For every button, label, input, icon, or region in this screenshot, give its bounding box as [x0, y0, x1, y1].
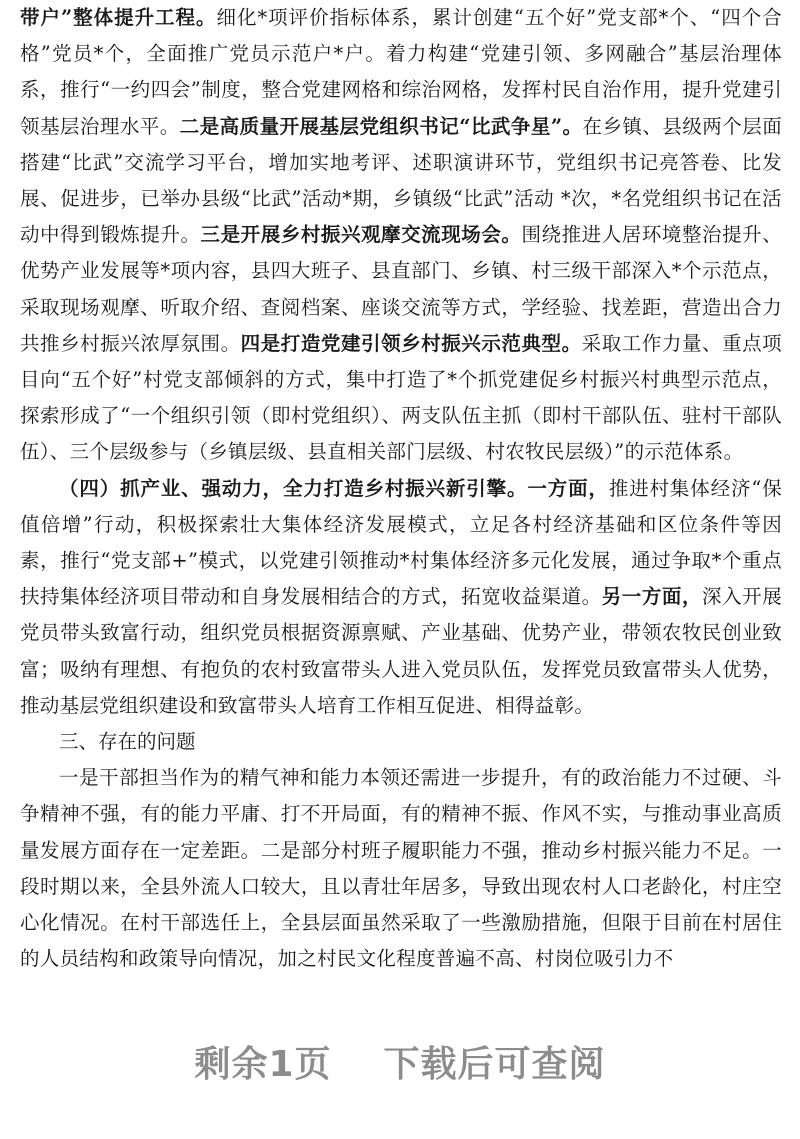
bold-phrase: 三是开展乡村振兴观摩交流现场会。 [200, 223, 522, 247]
download-prompt[interactable] [0, 1036, 800, 1087]
bold-phrase: 带户”整体提升工程。 [20, 6, 217, 29]
remaining-pages-label: 剩余1页 [194, 1044, 332, 1085]
section-heading: 三、存在的问题 [59, 730, 196, 754]
body-text: 一是干部担当作为的精气神和能力本领还需进一步提升，有的政治能力不过硬、斗争精神不强，有的能力平庸、打不开局面，有的精神不振、作风不实，与推动事业高质量发展方面存在一定差距。二是部分村班子履职能力不强，推动乡村振兴能力不足。一段时期以来，全县外流人口较大，且以青壮年居多，导致出现农村人口老龄化，村庄空心化情况。在村干部选任上，全县层面虽然采取了一些激励措施，但限于目前在村居住的人员结构和政策导向情况，加之村民文化程度普遍不高、村岗位吸引力不 [20, 766, 782, 971]
bold-phrase: 另一方面， [601, 585, 703, 609]
paragraph-2 [20, 471, 782, 724]
body-text: 深入开展党员带头致富行动，组织党员根据资源禀赋、产业基础、优势产业，带领农牧民创业致富；吸纳有理想、有抱负的农村致富带头人进入党员队伍，发挥党员致富带头人优势，推动基层党组织建设和致富带头人培育工作相互促进、相得益彰。 [20, 585, 782, 717]
bold-phrase: 四是打造党建引领乡村振兴示范典型。 [240, 331, 582, 355]
body-text: 在乡镇、县级两个层面搭建“比武”交流学习平台，增加实地考评、述职演讲环节，党组织书记亮答卷、比发展、促进步，已举办县级“比武”活动*期，乡镇级“比武”活动 *次，*名党组织书记在活动中得到锻炼提升。 [20, 114, 783, 247]
paragraph-3 [20, 760, 782, 977]
paragraph-1 [20, 0, 782, 471]
bold-phrase: 二是高质量开展基层党组织书记“比武争星”。 [179, 114, 583, 138]
body-text: 采取工作力量、重点项目向“五个好”村党支部倾斜的方式，集中打造了*个抓党建促乡村振兴村典型示范点，探索形成了“一个组织引领（即村党组织）、两支队伍主抓（即村干部队伍、驻村干部队伍）、三个层级参与（乡镇层级、县直相关部门层级、村农牧民层级）”的示范体系。 [20, 331, 782, 464]
body-text: 推进村集体经济“保值倍增”行动，积极探索壮大集体经济发展模式，立足各村经济基础和区位条件等因素，推行“党支部+”模式，以党建引领推动*村集体经济多元化发展，通过争取*个重点扶持集体经济项目带动和自身发展相结合的方式，拓宽收益渠道。 [20, 476, 783, 609]
bold-phrase: 一方面， [527, 476, 609, 500]
body-text: 细化*项评价指标体系，累计创建“五个好”党支部*个、“四个合格”党员*个，全面推广党员示范户*户。着力构建“党建引领、多网融合”基层治理体系，推行“一约四会”制度，整合党建网格和综治网格，发挥村民自治作用，提升党建引领基层治理水平。 [20, 6, 782, 138]
download-to-view-label[interactable]: 下载后可查阅 [383, 1044, 606, 1085]
section-subheading: （四）抓产业、强动力，全力打造乡村振兴新引擎。 [59, 476, 528, 500]
document-page [20, 0, 782, 977]
body-text: 围绕推进人居环境整治提升、优势产业发展等*项内容，县四大班子、县直部门、乡镇、村三级干部深入*个示范点，采取现场观摩、听取介绍、查阅档案、座谈交流等方式，学经验、找差距，营造出合力共推乡村振兴浓厚氛围。 [20, 223, 782, 355]
